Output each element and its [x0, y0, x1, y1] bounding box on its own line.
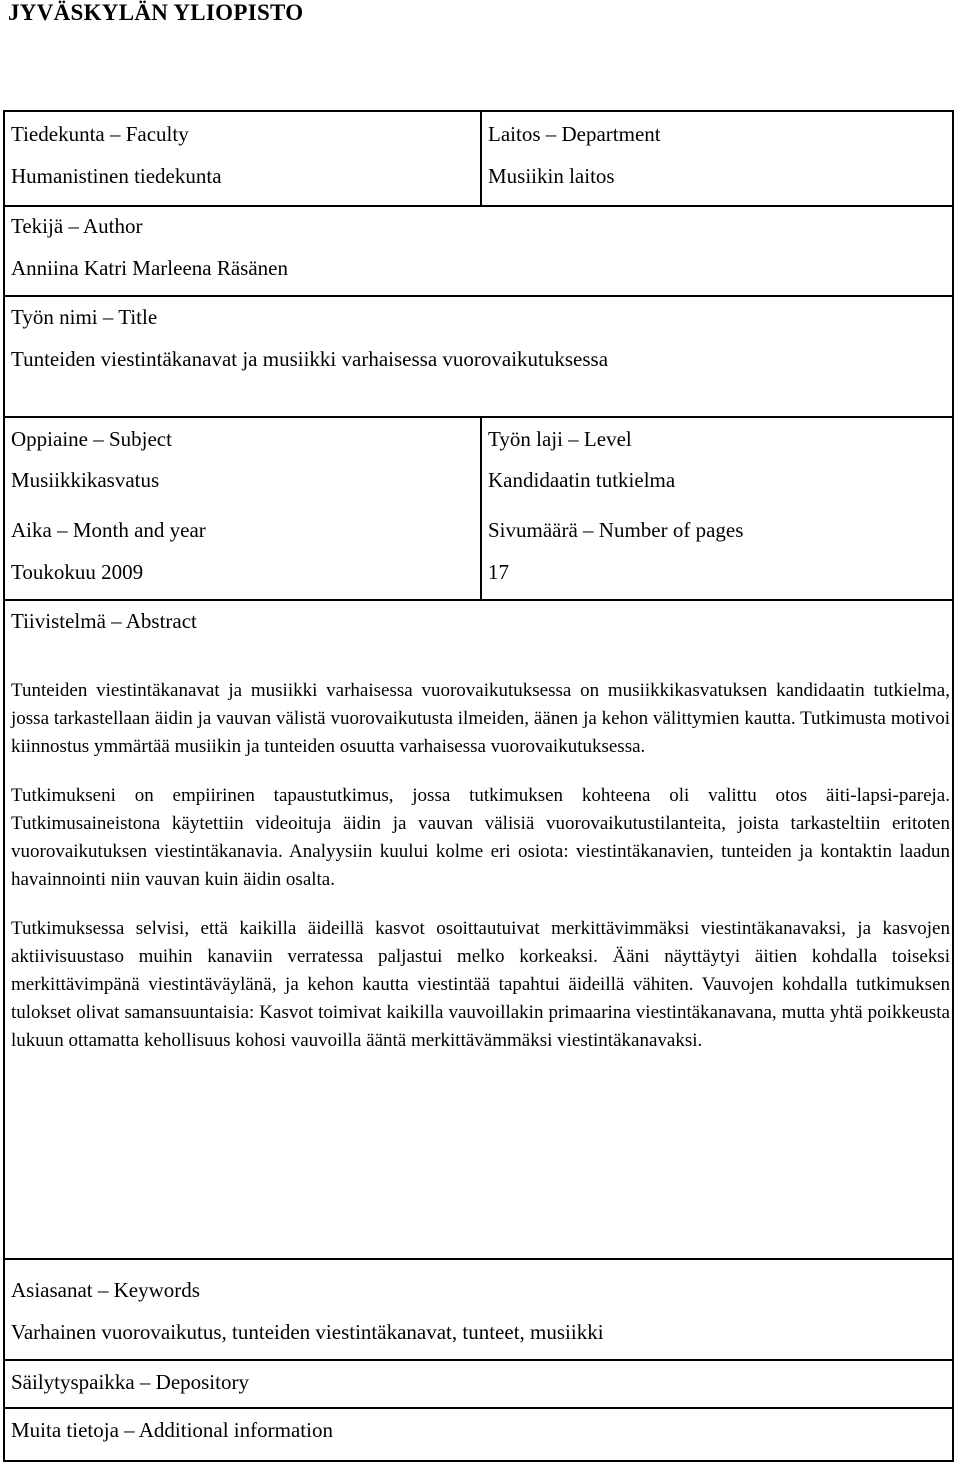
divider-after-title — [5, 416, 952, 418]
depository-label: Säilytyspaikka – Depository — [11, 1370, 249, 1394]
divider-subject-level — [480, 416, 482, 599]
author-value: Anniina Katri Marleena Räsänen — [11, 256, 288, 280]
divider-after-abstract — [5, 1258, 952, 1260]
abstract-label: Tiivistelmä – Abstract — [11, 609, 197, 633]
university-name: JYVÄSKYLÄN YLIOPISTO — [8, 0, 304, 25]
additional-info-label: Muita tietoja – Additional information — [11, 1418, 333, 1442]
author-label: Tekijä – Author — [11, 214, 143, 238]
thesis-abstract-form — [3, 110, 954, 1462]
faculty-label: Tiedekunta – Faculty — [11, 122, 189, 146]
abstract-paragraph-1: Tunteiden viestintäkanavat ja musiikki varhaisessa vuorovaikutuksessa on musiikkikasvatuksen kandidaatin tutkielma, jossa tarkastellaan äidin ja vauvan välistä vuorovaikutusta ilmeiden, äänen ja kehon välittymien kautta. Tutkimusta motivoi kiinnostus ymmärtää musiikin ja tunteiden osuutta varhaisessa vuorovaikutuksessa. — [11, 680, 950, 757]
level-label: Työn laji – Level — [488, 427, 632, 451]
subject-label: Oppiaine – Subject — [11, 427, 172, 451]
date-label: Aika – Month and year — [11, 518, 206, 542]
date-value: Toukokuu 2009 — [11, 560, 144, 584]
divider-after-faculty — [5, 205, 952, 207]
level-value: Kandidaatin tutkielma — [488, 468, 676, 492]
divider-faculty-department — [480, 112, 482, 205]
pages-label: Sivumäärä – Number of pages — [488, 518, 744, 542]
keywords-label: Asiasanat – Keywords — [11, 1278, 200, 1302]
divider-after-depository — [5, 1407, 952, 1409]
title-value: Tunteiden viestintäkanavat ja musiikki varhaisessa vuorovaikutuksessa — [11, 347, 609, 371]
abstract-paragraph-3: Tutkimuksessa selvisi, että kaikilla äideillä kasvot osoittautuivat merkittävimmäksi viestintäkanavaksi, ja kasvojen aktiivisuustaso muihin kanaviin verratessa paljastui melko korkeaksi. Ääni näyttäytyi äitien kohdalla toiseksi merkittävimpänä viestintäväylänä, ja kehon kautta viestintää tapahtui äideillä vähiten. Vauvojen kohdalla tutkimuksen tulokset olivat samansuuntaisia: Kasvot toimivat kaikilla vauvoillakin primaarina viestintäkanavana, mutta yhtä poikkeusta lukuun ottamatta kehollisuus kohosi vauvoilla ääntä merkittävämmäksi viestintäkanavaksi. — [11, 918, 950, 1051]
department-label: Laitos – Department — [488, 122, 661, 146]
abstract-paragraph-2: Tutkimukseni on empiirinen tapaustutkimus, jossa tutkimuksen kohteena oli valittu otos äiti-lapsi-pareja. Tutkimusaineistona käytettiin videoituja äidin ja vauvan välisiä vuorovaikutustilanteita, joista tarkasteltiin eritoten vuorovaikutuksen viestintäkanavia. Analyysiin kuului kolme eri osiota: viestintäkanavien, tunteiden ja kontaktin laadun havainnointi niin vauvan kuin äidin osalta. — [11, 785, 950, 890]
faculty-value: Humanistinen tiedekunta — [11, 164, 222, 188]
department-value: Musiikin laitos — [488, 164, 615, 188]
subject-value: Musiikkikasvatus — [11, 468, 160, 492]
divider-after-keywords — [5, 1359, 952, 1361]
divider-after-author — [5, 295, 952, 297]
pages-value: 17 — [488, 560, 509, 584]
divider-after-date — [5, 599, 952, 601]
title-label: Työn nimi – Title — [11, 305, 158, 329]
keywords-value: Varhainen vuorovaikutus, tunteiden viestintäkanavat, tunteet, musiikki — [11, 1320, 604, 1344]
abstract-body — [11, 677, 950, 1076]
